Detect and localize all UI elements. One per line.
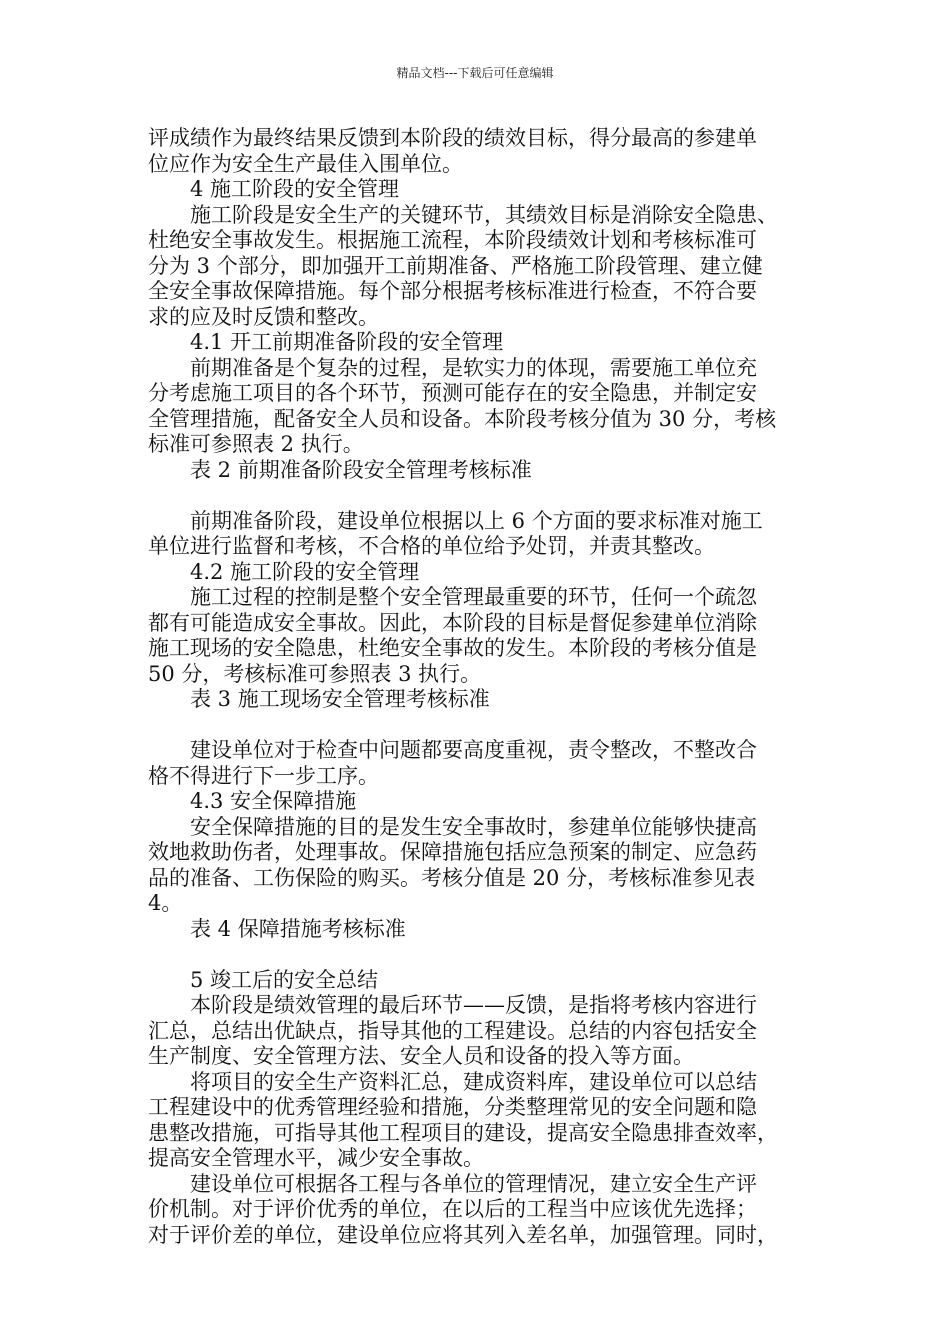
- text-line: 标准可参照表 2 执行。: [148, 432, 364, 456]
- text-line: 价机制。对于评价优秀的单位，在以后的工程当中应该优先选择；: [148, 1197, 757, 1221]
- text-line: 杜绝安全事故发生。根据施工流程，本阶段绩效计划和考核标准可: [148, 228, 757, 252]
- text-line: 求的应及时反馈和整改。: [148, 304, 379, 329]
- text-line: 全管理措施，配备安全人员和设备。本阶段考核分值为 30 分，考核: [148, 406, 777, 431]
- text-line: 前期准备阶段，建设单位根据以上 6 个方面的要求标准对施工: [190, 508, 763, 533]
- text-line: 位应作为安全生产最佳入围单位。: [148, 151, 463, 176]
- text-line: 4 施工阶段的安全管理: [190, 177, 400, 201]
- text-line: 对于评价差的单位，建设单位应将其列入差名单，加强管理。同时，: [148, 1222, 778, 1247]
- text-line: 表 4 保障措施考核标准: [190, 916, 406, 941]
- page-header: 精品文档---下载后可任意编辑: [396, 66, 554, 80]
- text-line: 格不得进行下一步工序。: [148, 763, 379, 788]
- text-line: 50 分，考核标准可参照表 3 执行。: [148, 661, 482, 686]
- text-line: 分为 3 个部分，即加强开工前期准备、严格施工阶段管理、建立健: [148, 253, 763, 278]
- text-line: 施工阶段是安全生产的关键环节，其绩效目标是消除安全隐患、: [190, 202, 778, 227]
- text-line: 本阶段是绩效管理的最后环节——反馈，是指将考核内容进行: [190, 993, 757, 1017]
- blank-line: [148, 713, 808, 739]
- text-line: 施工现场的安全隐患，杜绝安全事故的发生。本阶段的考核分值是: [148, 636, 757, 660]
- text-line: 患整改措施，可指导其他工程项目的建设，提高安全隐患排查效率，: [148, 1120, 778, 1145]
- document-body: [148, 126, 808, 1248]
- text-line: 评成绩作为最终结果反馈到本阶段的绩效目标，得分最高的参建单: [148, 126, 757, 150]
- text-line: 表 2 前期准备阶段安全管理考核标准: [190, 457, 532, 482]
- text-line: 4.1 开工前期准备阶段的安全管理: [190, 330, 504, 354]
- text-line: 分考虑施工项目的各个环节，预测可能存在的安全隐患，并制定安: [148, 381, 757, 405]
- blank-line: [148, 483, 808, 509]
- text-line: 将项目的安全生产资料汇总，建成资料库，建设单位可以总结: [190, 1069, 757, 1094]
- text-line: 施工过程的控制是整个安全管理最重要的环节，任何一个疏忽: [190, 585, 757, 609]
- text-line: 4.3 安全保障措施: [190, 789, 357, 813]
- text-line: 5 竣工后的安全总结: [190, 967, 379, 992]
- text-line: 都有可能造成安全事故。因此，本阶段的目标是督促参建单位消除: [148, 610, 757, 635]
- text-line: 汇总，总结出优缺点，指导其他的工程建设。总结的内容包括安全: [148, 1018, 757, 1043]
- text-line: 工程建设中的优秀管理经验和措施，分类整理常见的安全问题和隐: [148, 1095, 757, 1119]
- text-line: 全安全事故保障措施。每个部分根据考核标准进行检查，不符合要: [148, 279, 757, 303]
- text-line: 品的准备、工伤保险的购买。考核分值是 20 分，考核标准参见表: [148, 865, 756, 890]
- text-line: 安全保障措施的目的是发生安全事故时，参建单位能够快捷高: [190, 814, 757, 839]
- text-line: 提高安全管理水平，减少安全事故。: [148, 1146, 484, 1170]
- text-line: 效地救助伤者，处理事故。保障措施包括应急预案的制定、应急药: [148, 840, 757, 864]
- text-line: 单位进行监督和考核，不合格的单位给予处罚，并责其整改。: [148, 534, 715, 558]
- text-line: 表 3 施工现场安全管理考核标准: [190, 687, 490, 711]
- text-line: 前期准备是个复杂的过程，是软实力的体现，需要施工单位充: [190, 355, 757, 380]
- text-line: 建设单位可根据各工程与各单位的管理情况，建立安全生产评: [190, 1171, 757, 1196]
- blank-line: [148, 942, 808, 968]
- text-line: 建设单位对于检查中问题都要高度重视，责令整改，不整改合: [190, 738, 757, 762]
- text-line: 4。: [148, 891, 183, 915]
- text-line: 4.2 施工阶段的安全管理: [190, 559, 420, 584]
- text-line: 生产制度、安全管理方法、安全人员和设备的投入等方面。: [148, 1044, 694, 1068]
